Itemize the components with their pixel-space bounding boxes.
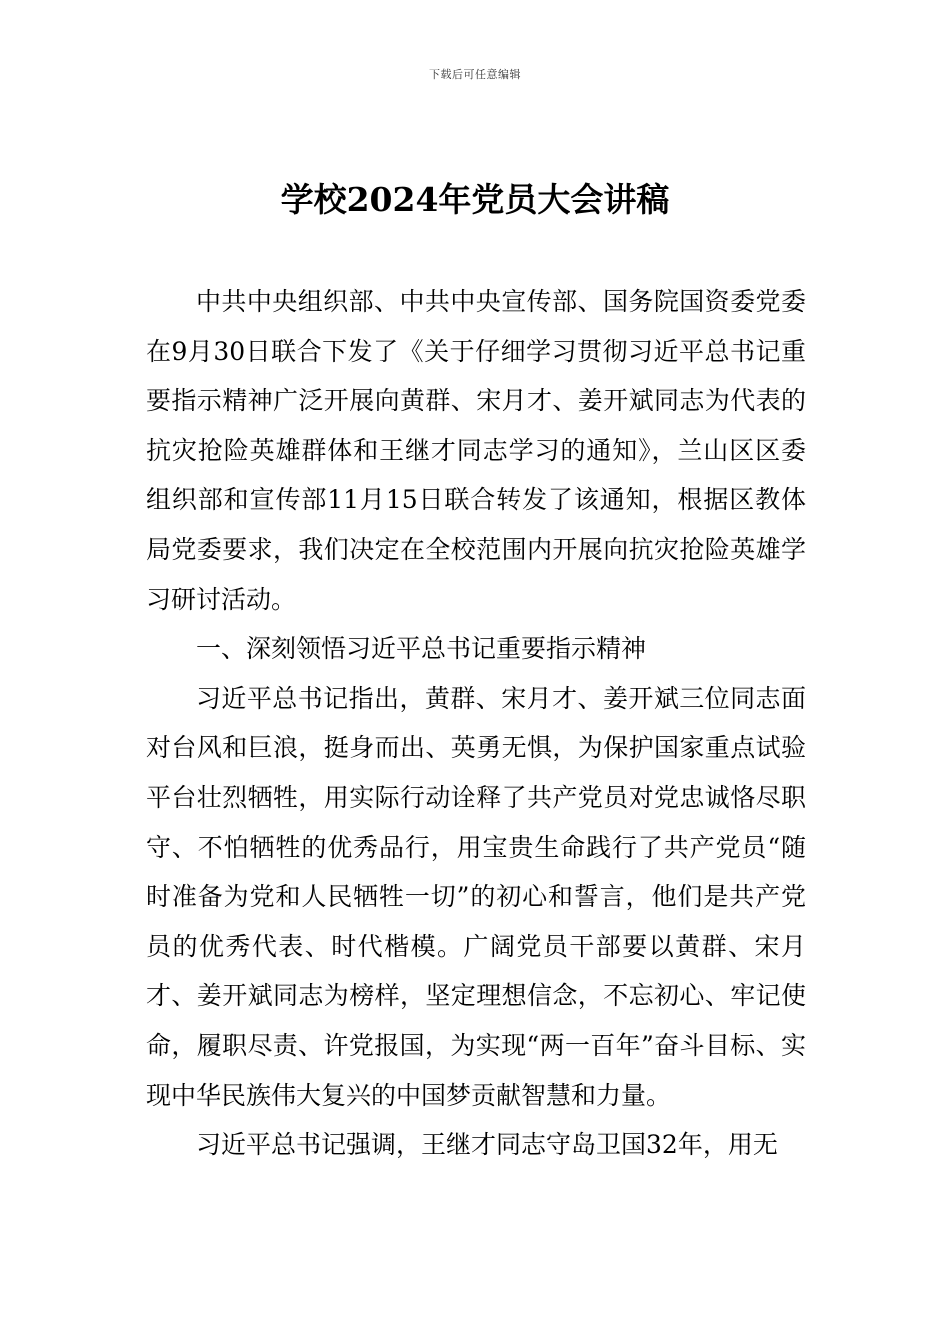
- paragraph-intro: 中共中央组织部、中共中央宣传部、国务院国资委党委在9月30日联合下发了《关于仔细学习贯彻习近平总书记重要指示精神广泛开展向黄群、宋月才、姜开斌同志为代表的抗灾抢险英雄群体和王继才同志学习的通知》，兰山区区委组织部和宣传部11月15日联合转发了该通知，根据区教体局党委要求，我们决定在全校范围内开展向抗灾抢险英雄学习研讨活动。: [146, 287, 806, 614]
- document-title: 学校2024年党员大会讲稿: [280, 180, 670, 219]
- paragraph-emphasis: 习近平总书记强调，王继才同志守岛卫国32年，用无: [196, 1130, 778, 1160]
- document-body: [146, 277, 806, 1170]
- header-note: 下载后可任意编辑: [429, 68, 521, 81]
- section-heading-1: 一、深刻领悟习近平总书记重要指示精神: [196, 634, 647, 664]
- paragraph-instructions: 习近平总书记指出，黄群、宋月才、姜开斌三位同志面对台风和巨浪，挺身而出、英勇无惧，为保护国家重点试验平台壮烈牺牲，用实际行动诠释了共产党员对党忠诚恪尽职守、不怕牺牲的优秀品行，用宝贵生命践行了共产党员“随时准备为党和人民牺牲一切”的初心和誓言，他们是共产党员的优秀代表、时代楷模。广阔党员干部要以黄群、宋月才、姜开斌同志为榜样，坚定理想信念，不忘初心、牢记使命，履职尽责、许党报国，为实现“两一百年”奋斗目标、实现中华民族伟大复兴的中国梦贡献智慧和力量。: [146, 683, 806, 1110]
